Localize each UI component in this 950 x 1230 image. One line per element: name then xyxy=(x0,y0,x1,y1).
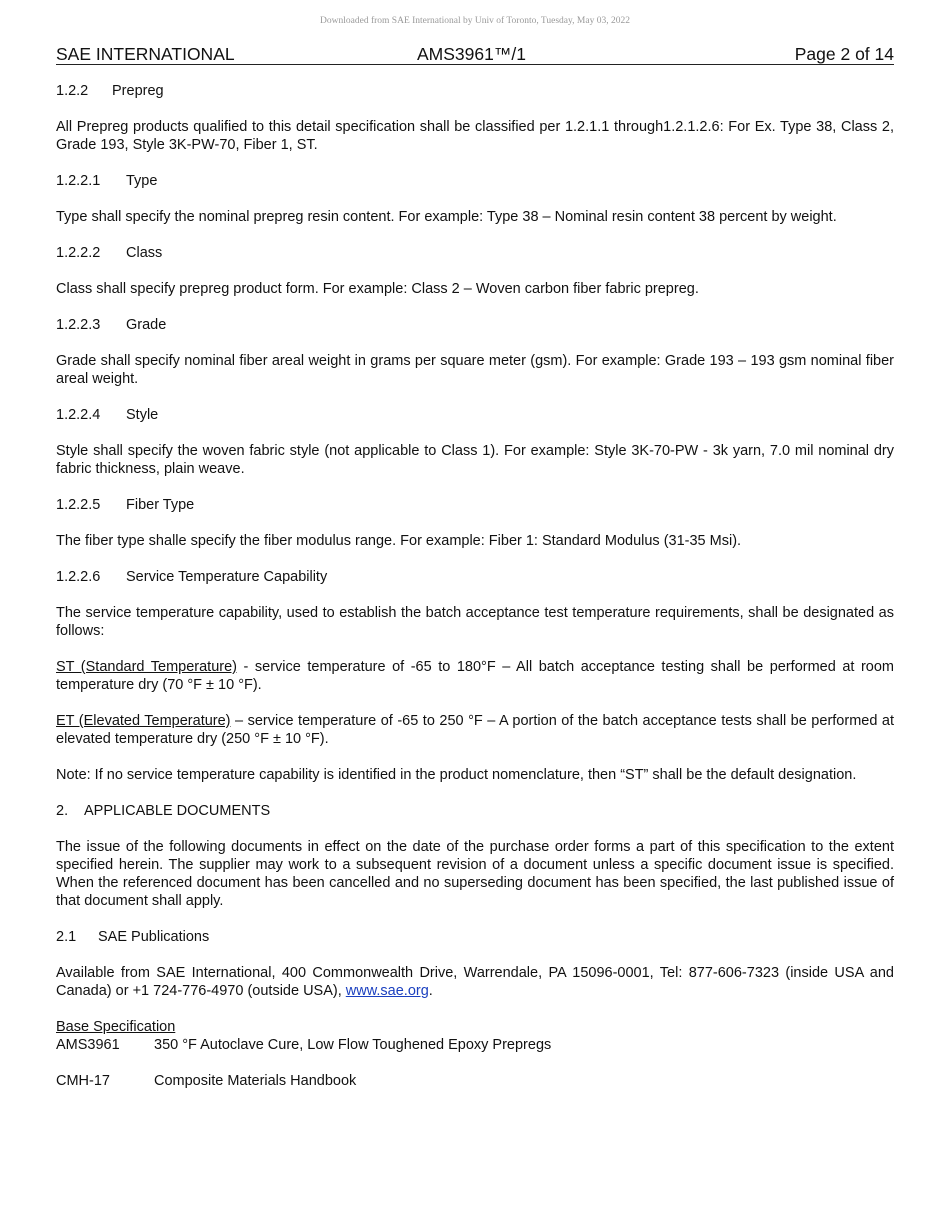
section-title: Type xyxy=(126,173,158,189)
section-title: SAE Publications xyxy=(98,929,210,945)
section-title: Prepreg xyxy=(112,83,164,99)
sae-address-text: Available from SAE International, 400 Commonwealth Drive, Warrendale, PA 15096-0001, Tel: 877-606-7323 (inside USA and Canada) or +1 724-776-4970 (outside USA), xyxy=(56,965,894,999)
paragraph-style: Style shall specify the woven fabric style (not applicable to Class 1). For example: Style 3K-70-PW - 3k yarn, 7.0 mil nominal dry fabric thickness, plain weave. xyxy=(56,443,894,477)
heading-1-2-2-5 xyxy=(56,496,894,514)
paragraph-prepreg: All Prepreg products qualified to this detail specification shall be classified per 1.2.1.1 through1.2.1.2.6: For Ex. Type 38, Class 2, Grade 193, Style 3K-PW-70, Fiber 1, ST. xyxy=(56,119,894,153)
section-number: 1.2.2 xyxy=(56,83,89,99)
paragraph-grade: Grade shall specify nominal fiber areal weight in grams per square meter (gsm). For example: Grade 193 – 193 gsm nominal fiber areal weight. xyxy=(56,353,894,387)
section-title: Class xyxy=(126,245,163,261)
section-number: 1.2.2.6 xyxy=(56,569,101,585)
page-header xyxy=(56,44,894,65)
reference-row-cmh17 xyxy=(56,1072,894,1090)
paragraph-service-temperature: The service temperature capability, used to establish the batch acceptance test temperature requirements, shall be designated as follows: xyxy=(56,605,894,639)
section-title: APPLICABLE DOCUMENTS xyxy=(84,803,271,819)
sae-address-end: . xyxy=(428,983,433,999)
sae-website-link[interactable]: www.sae.org xyxy=(345,983,429,999)
section-number: 1.2.2.4 xyxy=(56,407,101,423)
section-title: Fiber Type xyxy=(126,497,195,513)
section-number: 2.1 xyxy=(56,929,77,945)
heading-1-2-2-1 xyxy=(56,172,894,190)
section-title: Service Temperature Capability xyxy=(126,569,328,585)
reference-title: Composite Materials Handbook xyxy=(154,1073,357,1089)
paragraph-standard-temperature xyxy=(56,658,894,694)
reference-row-ams3961 xyxy=(56,1036,894,1054)
paragraph-sae-publications xyxy=(56,964,894,1000)
reference-code: CMH-17 xyxy=(56,1073,110,1089)
heading-1-2-2-4 xyxy=(56,406,894,424)
section-title: Grade xyxy=(126,317,167,333)
section-number: 1.2.2.5 xyxy=(56,497,101,513)
heading-1-2-2-2 xyxy=(56,244,894,262)
section-number: 1.2.2.2 xyxy=(56,245,101,261)
reference-heading: Base Specification xyxy=(56,1019,176,1035)
heading-2 xyxy=(56,802,894,820)
heading-1-2-2 xyxy=(56,82,894,100)
section-number: 2. xyxy=(56,803,69,819)
heading-2-1 xyxy=(56,928,894,946)
paragraph-type: Type shall specify the nominal prepreg resin content. For example: Type 38 – Nominal resin content 38 percent by weight. xyxy=(56,209,837,225)
paragraph-elevated-temperature xyxy=(56,712,894,748)
download-watermark: Downloaded from SAE International by Univ of Toronto, Tuesday, May 03, 2022 xyxy=(320,16,630,26)
paragraph-class: Class shall specify prepreg product form. For example: Class 2 – Woven carbon fiber fabric prepreg. xyxy=(56,281,699,297)
paragraph-fiber-type: The fiber type shalle specify the fiber modulus range. For example: Fiber 1: Standard Modulus (31-35 Msi). xyxy=(56,533,742,549)
header-org: SAE INTERNATIONAL xyxy=(56,44,235,64)
reference-title: 350 °F Autoclave Cure, Low Flow Toughened Epoxy Prepregs xyxy=(154,1037,552,1053)
header-doc-id: AMS3961™/1 xyxy=(417,44,526,64)
section-number: 1.2.2.3 xyxy=(56,317,101,333)
header-page-number: Page 2 of 14 xyxy=(794,44,894,64)
document-body xyxy=(56,82,894,1090)
reference-code: AMS3961 xyxy=(56,1037,120,1053)
paragraph-note: Note: If no service temperature capability is identified in the product nomenclature, then “ST” shall be the default designation. xyxy=(56,767,857,783)
paragraph-applicable-documents: The issue of the following documents in effect on the date of the purchase order forms a part of this specification to the extent specified herein. The supplier may work to a subsequent revision of a document unless a specific document issue is specified. When the referenced document has been cancelled and no superseding document has been specified, the last published issue of that document shall apply. xyxy=(56,839,894,909)
et-label: ET (Elevated Temperature) xyxy=(56,713,231,729)
st-text: - service temperature of -65 to 180°F – All batch acceptance testing shall be performed at room temperature dry (70 °F ± 10 °F). xyxy=(56,659,895,693)
st-label: ST (Standard Temperature) xyxy=(56,659,237,675)
et-text: – service temperature of -65 to 250 °F – A portion of the batch acceptance tests shall be performed at elevated temperature dry (250 °F ± 10 °F). xyxy=(56,713,894,747)
section-number: 1.2.2.1 xyxy=(56,173,101,189)
heading-1-2-2-3 xyxy=(56,316,894,334)
heading-1-2-2-6 xyxy=(56,568,894,586)
section-title: Style xyxy=(126,407,159,423)
